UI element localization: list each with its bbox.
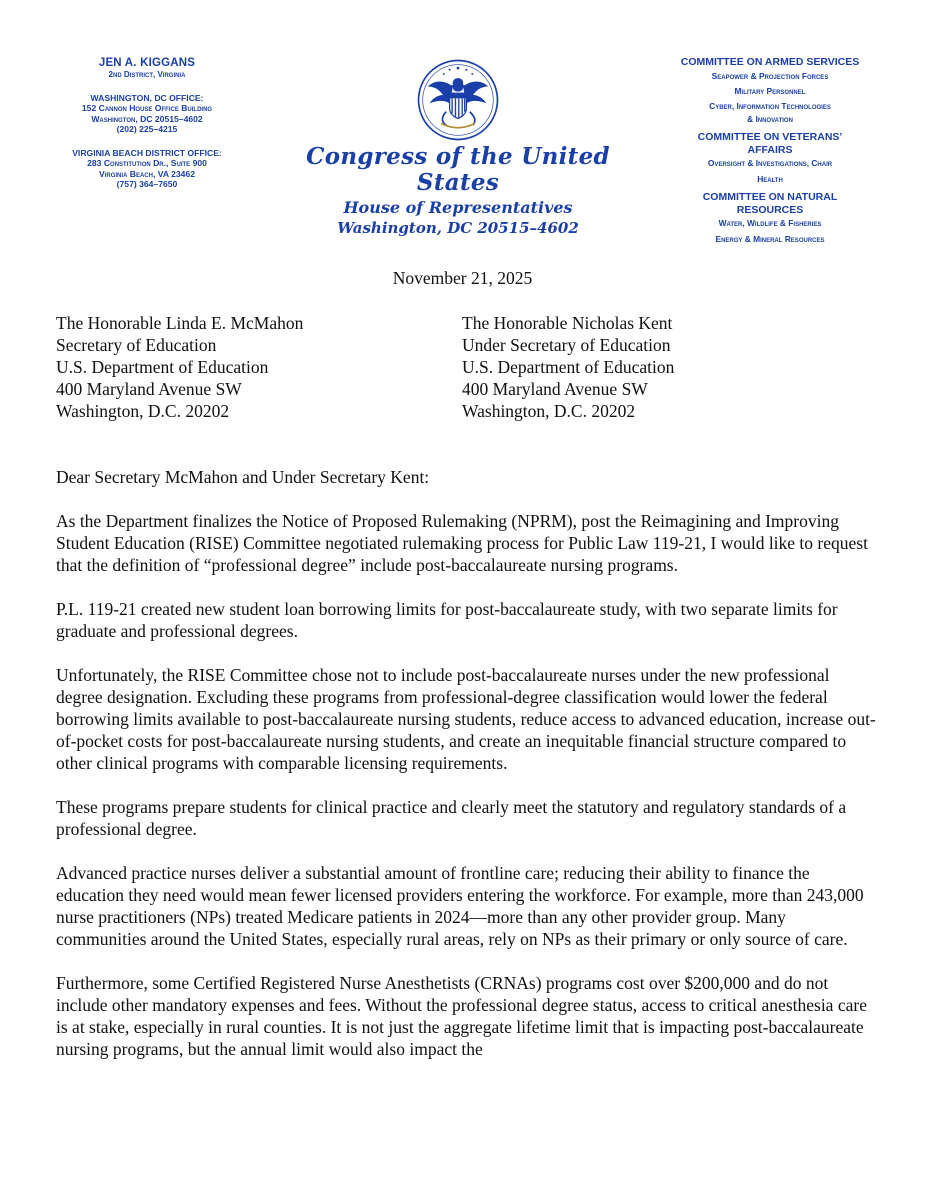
letterhead-title-block: [262, 58, 654, 238]
dc-office-line1: 152 Cannon House Office Building: [81, 103, 213, 114]
address-line: Secretary of Education: [56, 335, 217, 355]
committee-natural-resources: [660, 191, 880, 244]
committee-name: RESOURCES: [736, 203, 804, 216]
district-office-phone: (757) 364–7650: [116, 179, 178, 190]
congress-title: Congress of the United States: [306, 143, 610, 197]
district-office-line1: 283 Constitution Dr., Suite 900: [87, 158, 207, 169]
committee-name: COMMITTEE ON VETERANS’: [697, 130, 843, 143]
committee-name: AFFAIRS: [747, 143, 793, 156]
dc-office-line2: Washington, DC 20515–4602: [91, 113, 203, 124]
committee-list: [660, 56, 880, 251]
address-line: The Honorable Linda E. McMahon: [56, 313, 304, 333]
dc-office-block: [56, 93, 238, 135]
subcommittee-name: Energy & Mineral Resources: [715, 233, 825, 244]
body-paragraph: Advanced practice nurses deliver a substantial amount of frontline care; reducing their ability to finance the education they need would mean fewer licensed providers entering the workforce. For example, more than 243,000 nurse practitioners (NPs) treated Medicare patients in 2024—more than any other provider group. Many communities around the United States, especially rural areas, rely on NPs as their primary or only source of care.: [56, 863, 864, 949]
body-paragraph: Unfortunately, the RISE Committee chose not to include post-baccalaureate nurses under the new professional degree designation. Excluding these programs from professional-degree classification would lower the federal borrowing limits available to post-baccalaureate nursing students, reduce access to advanced education, increase out-of-pocket costs for post-baccalaureate nursing students, and create an inequitable financial structure compared to other clinical programs with comparable licensing requirements.: [56, 665, 876, 773]
house-seal-icon: [416, 58, 500, 142]
subcommittee-name: Cyber, Information Technologies: [709, 101, 831, 112]
subcommittee-name: Oversight & Investigations, Chair: [707, 158, 833, 169]
salutation: Dear Secretary McMahon and Under Secretary Kent:: [56, 467, 430, 487]
dc-office-phone: (202) 225–4215: [116, 124, 178, 135]
address-line: U.S. Department of Education: [56, 357, 269, 377]
body-paragraph: P.L. 119-21 created new student loan borrowing limits for post-baccalaureate study, with two separate limits for graduate and professional degrees.: [56, 599, 838, 641]
subcommittee-name: Health: [757, 173, 783, 184]
dc-office-label: WASHINGTON, DC OFFICE:: [90, 92, 204, 103]
house-title: House of Representatives: [343, 197, 573, 217]
district-office-label: VIRGINIA BEACH DISTRICT OFFICE:: [72, 147, 222, 158]
district-office-block: [56, 148, 238, 190]
letter-date: November 21, 2025: [392, 268, 533, 288]
address-line: Washington, D.C. 20202: [56, 401, 230, 421]
committee-veterans-affairs: [660, 131, 880, 184]
house-address: Washington, DC 20515–4602: [337, 219, 579, 238]
address-line: Under Secretary of Education: [462, 335, 671, 355]
committee-armed-services: [660, 56, 880, 124]
subcommittee-name: Military Personnel: [734, 86, 806, 97]
member-info: [56, 56, 238, 190]
letter-body: [56, 466, 876, 1082]
subcommittee-name: & Innovation: [747, 113, 793, 124]
address-line: 400 Maryland Avenue SW: [56, 379, 242, 399]
recipient-address-right: [462, 312, 674, 422]
address-line: The Honorable Nicholas Kent: [462, 313, 673, 333]
member-name: JEN A. KIGGANS: [98, 57, 196, 69]
body-paragraph: Furthermore, some Certified Registered Nurse Anesthetists (CRNAs) programs cost over $200,000 and do not include other mandatory expenses and fees. Without the professional degree status, access to critical anesthesia care is at stake, especially in rural counties. It is not just the aggregate lifetime limit that is impacting post-baccalaureate nursing programs, but the annual limit would also impact the: [56, 973, 867, 1059]
committee-name: COMMITTEE ON NATURAL: [702, 190, 838, 203]
address-line: U.S. Department of Education: [462, 357, 675, 377]
member-district: 2nd District, Virginia: [108, 70, 186, 80]
committee-name: COMMITTEE ON ARMED SERVICES: [680, 56, 860, 68]
subcommittee-name: Water, Wildlife & Fisheries: [718, 218, 822, 229]
body-paragraph: These programs prepare students for clinical practice and clearly meet the statutory and regulatory standards of a professional degree.: [56, 797, 847, 839]
subcommittee-name: Seapower & Projection Forces: [711, 70, 829, 81]
district-office-line2: Virginia Beach, VA 23462: [98, 168, 196, 179]
address-line: 400 Maryland Avenue SW: [462, 379, 648, 399]
recipient-address-left: [56, 312, 303, 422]
address-line: Washington, D.C. 20202: [462, 401, 636, 421]
body-paragraph: As the Department finalizes the Notice of Proposed Rulemaking (NPRM), post the Reimagining and Improving Student Education (RISE) Committee negotiated rulemaking process for Public Law 119-21, I would like to request that the definition of “professional degree” include post-baccalaureate nursing programs.: [56, 511, 868, 575]
